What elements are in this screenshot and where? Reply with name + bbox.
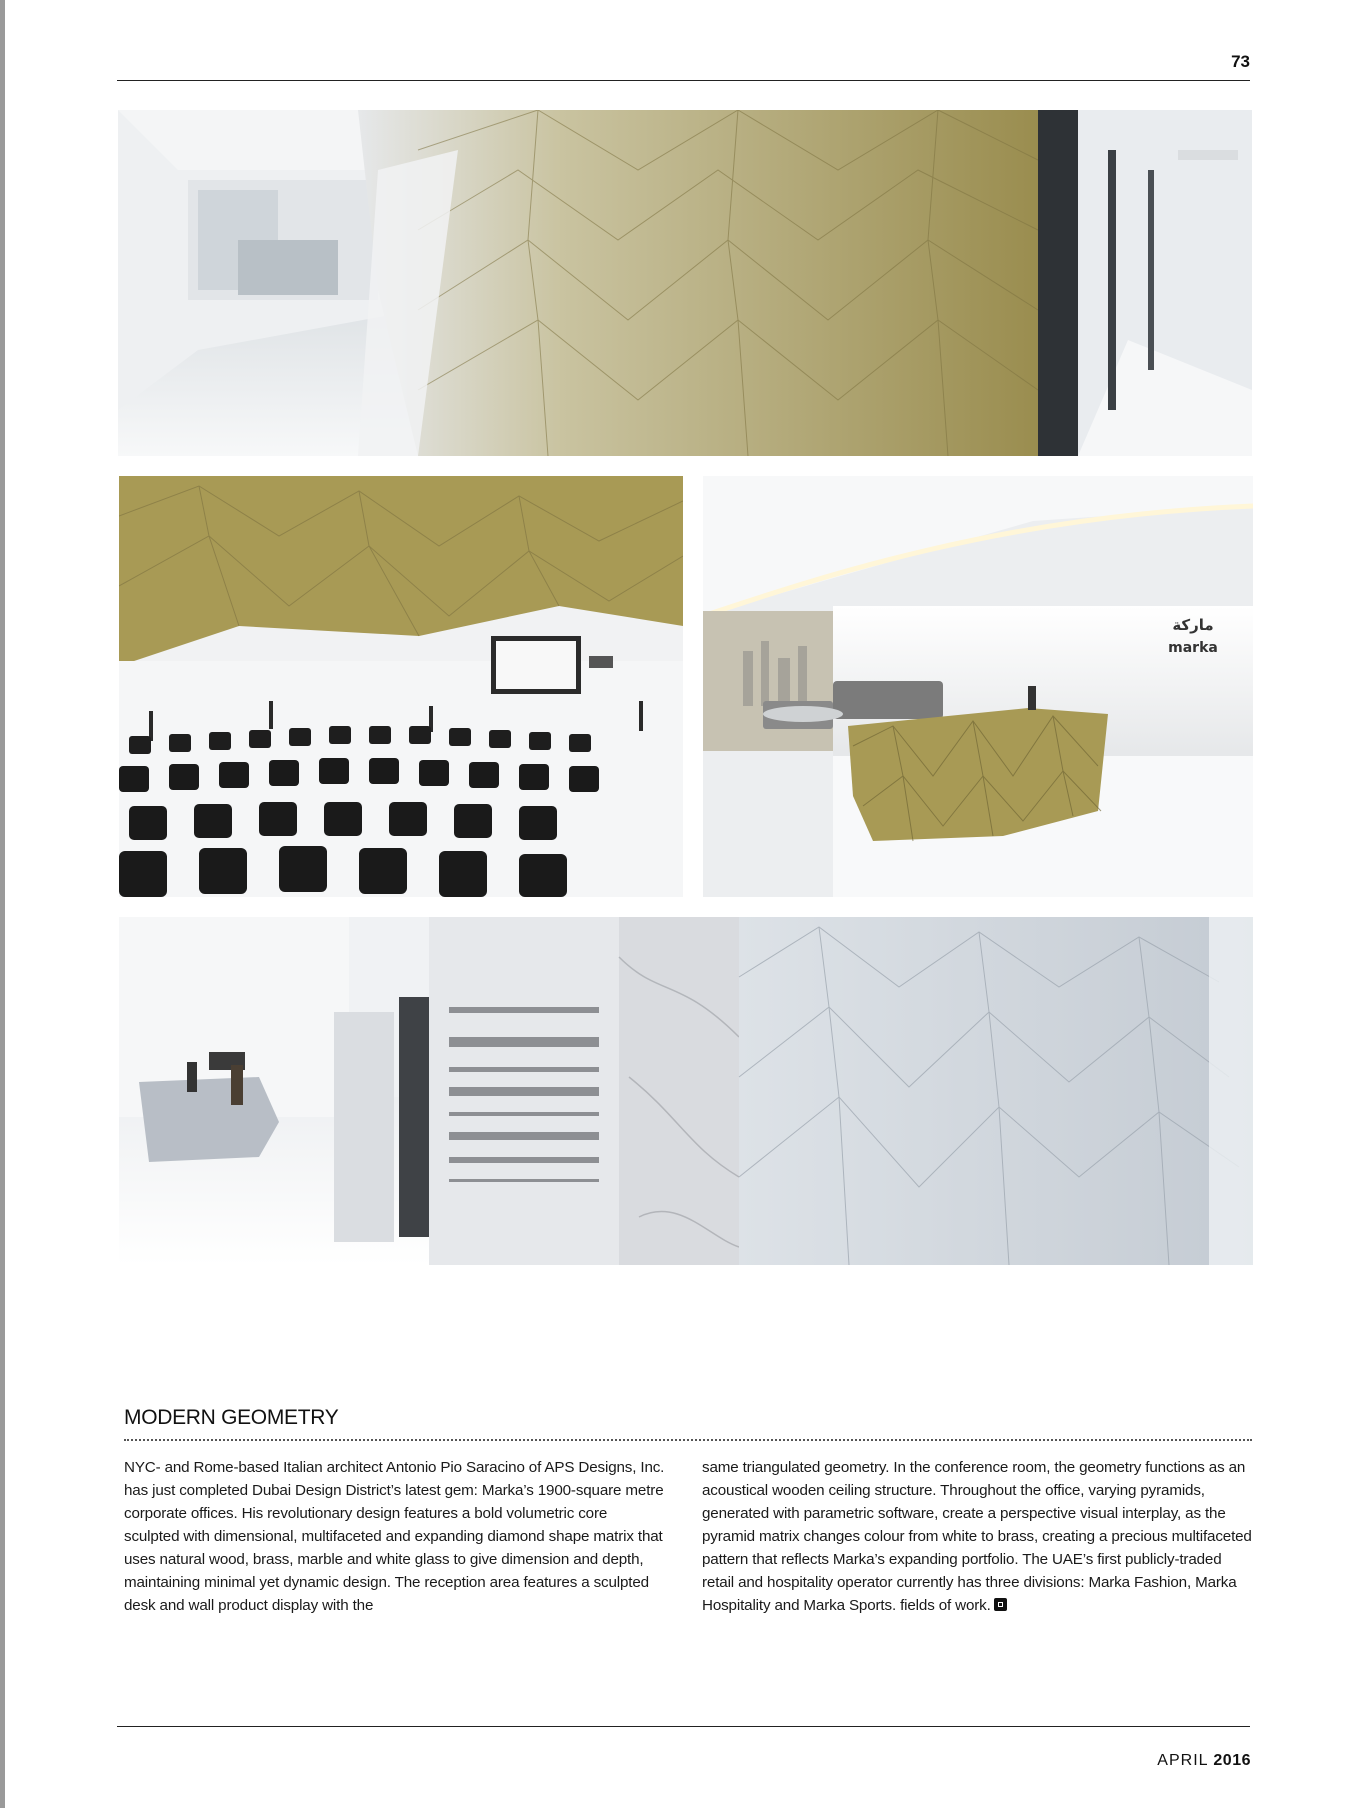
- article-title: MODERN GEOMETRY: [124, 1406, 339, 1429]
- photo-conference-room: [119, 476, 683, 897]
- article-end-mark-icon: [994, 1598, 1007, 1611]
- footer-month: APRIL: [1157, 1752, 1208, 1769]
- title-dotted-rule: [124, 1439, 1252, 1441]
- article-column-1-text: NYC- and Rome-based Italian architect Antonio Pio Saracino of APS Designs, Inc. has just completed Dubai Design District’s latest gem: Marka’s 1900-square metre corporate offices. His revolutionary design features a bold volumetric core sculpted with dimensional, multifaceted and expanding diamond shape matrix that uses natural wood, brass, marble and white glass to give dimension and depth, maintaining minimal yet dynamic design. The reception area features a sculpted desk and wall product display with the: [124, 1459, 665, 1614]
- photo-corridor-brass-wall: [118, 110, 1252, 456]
- photo-reception-area: [703, 476, 1253, 897]
- header-rule: [117, 80, 1250, 81]
- footer-year: 2016: [1213, 1752, 1251, 1769]
- article-column-1: [124, 1456, 666, 1617]
- footer-rule: [117, 1726, 1250, 1727]
- article-column-2-text: same triangulated geometry. In the conference room, the geometry functions as an acoustical wooden ceiling structure. Throughout the office, varying pyramids, generated with parametric software, create a perspective visual interplay, as the pyramid matrix changes colour from white to brass, creating a precious multifaceted pattern that reflects Marka’s expanding portfolio. The UAE’s first publicly-traded retail and hospitality operator currently has three divisions: Marka Fashion, Marka Hospitality and Marka Sports. fields of work.: [702, 1459, 1252, 1614]
- reception-logo-arabic: ماركة: [1172, 616, 1214, 634]
- article-column-2: [702, 1456, 1254, 1617]
- page-edge: [0, 0, 5, 1808]
- page-number: 73: [1231, 52, 1250, 71]
- photo-lobby-marble-glass: [119, 917, 1253, 1265]
- footer-date: [1157, 1752, 1251, 1770]
- reception-logo-latin: marka: [1168, 640, 1218, 656]
